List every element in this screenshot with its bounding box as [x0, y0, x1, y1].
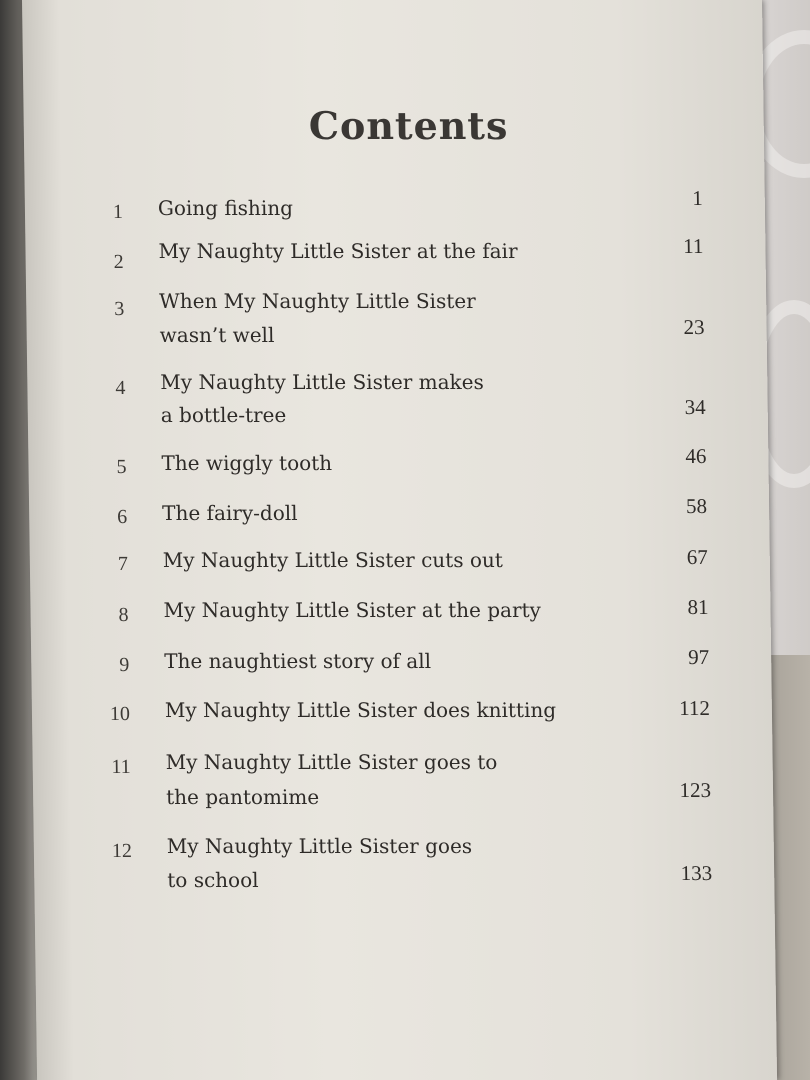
page-number: 58 [685, 494, 708, 518]
chapter-title-line: to school [167, 868, 259, 892]
page-number: 46 [685, 444, 707, 468]
chapter-title: The wiggly tooth [161, 451, 333, 475]
page-number: 97 [688, 645, 710, 669]
page-number: 123 [679, 778, 712, 802]
chapter-number: 11 [111, 756, 131, 778]
chapter-title: The fairy-doll [161, 501, 298, 525]
chapter-title: My Naughty Little Sister cuts out [162, 548, 504, 572]
page-number: 81 [687, 595, 709, 619]
chapter-title-line: When My Naughty Little Sister [159, 289, 476, 313]
chapter-number: 8 [118, 604, 129, 626]
chapter-number: 7 [117, 553, 129, 575]
page-number: 1 [692, 186, 703, 210]
chapter-title: Going fishing [157, 196, 294, 220]
chapter-title: My Naughty Little Sister at the fair [158, 239, 518, 263]
chapter-title: My Naughty Little Sister at the party [163, 598, 542, 622]
page-number: 112 [678, 696, 711, 720]
page-number: 133 [680, 861, 713, 885]
chapter-title-line: My Naughty Little Sister goes [166, 834, 473, 858]
chapter-number: 2 [113, 251, 124, 273]
chapter-number: 4 [115, 377, 126, 399]
chapter-number: 6 [117, 506, 128, 528]
page-number: 67 [686, 545, 708, 569]
chapter-title-line: the pantomime [165, 785, 320, 809]
page-number: 11 [683, 234, 704, 258]
chapter-number: 12 [111, 840, 133, 862]
page-number: 34 [684, 395, 706, 419]
chapter-number: 3 [114, 298, 125, 320]
page-number: 23 [683, 315, 705, 339]
chapter-title: My Naughty Little Sister does knitting [164, 698, 557, 722]
chapter-number: 10 [109, 703, 131, 725]
chapter-number: 5 [116, 456, 127, 478]
chapter-title: The naughtiest story of all [164, 649, 432, 673]
page-title: Contents [308, 103, 509, 148]
chapter-title-line: a bottle-tree [160, 403, 287, 427]
chapter-title-line: My Naughty Little Sister makes [160, 370, 484, 394]
chapter-number: 1 [112, 201, 124, 223]
chapter-number: 9 [119, 654, 130, 676]
chapter-title-line: My Naughty Little Sister goes to [165, 750, 498, 774]
book-page [22, 0, 777, 1080]
chapter-title-line: wasn’t well [159, 323, 275, 347]
